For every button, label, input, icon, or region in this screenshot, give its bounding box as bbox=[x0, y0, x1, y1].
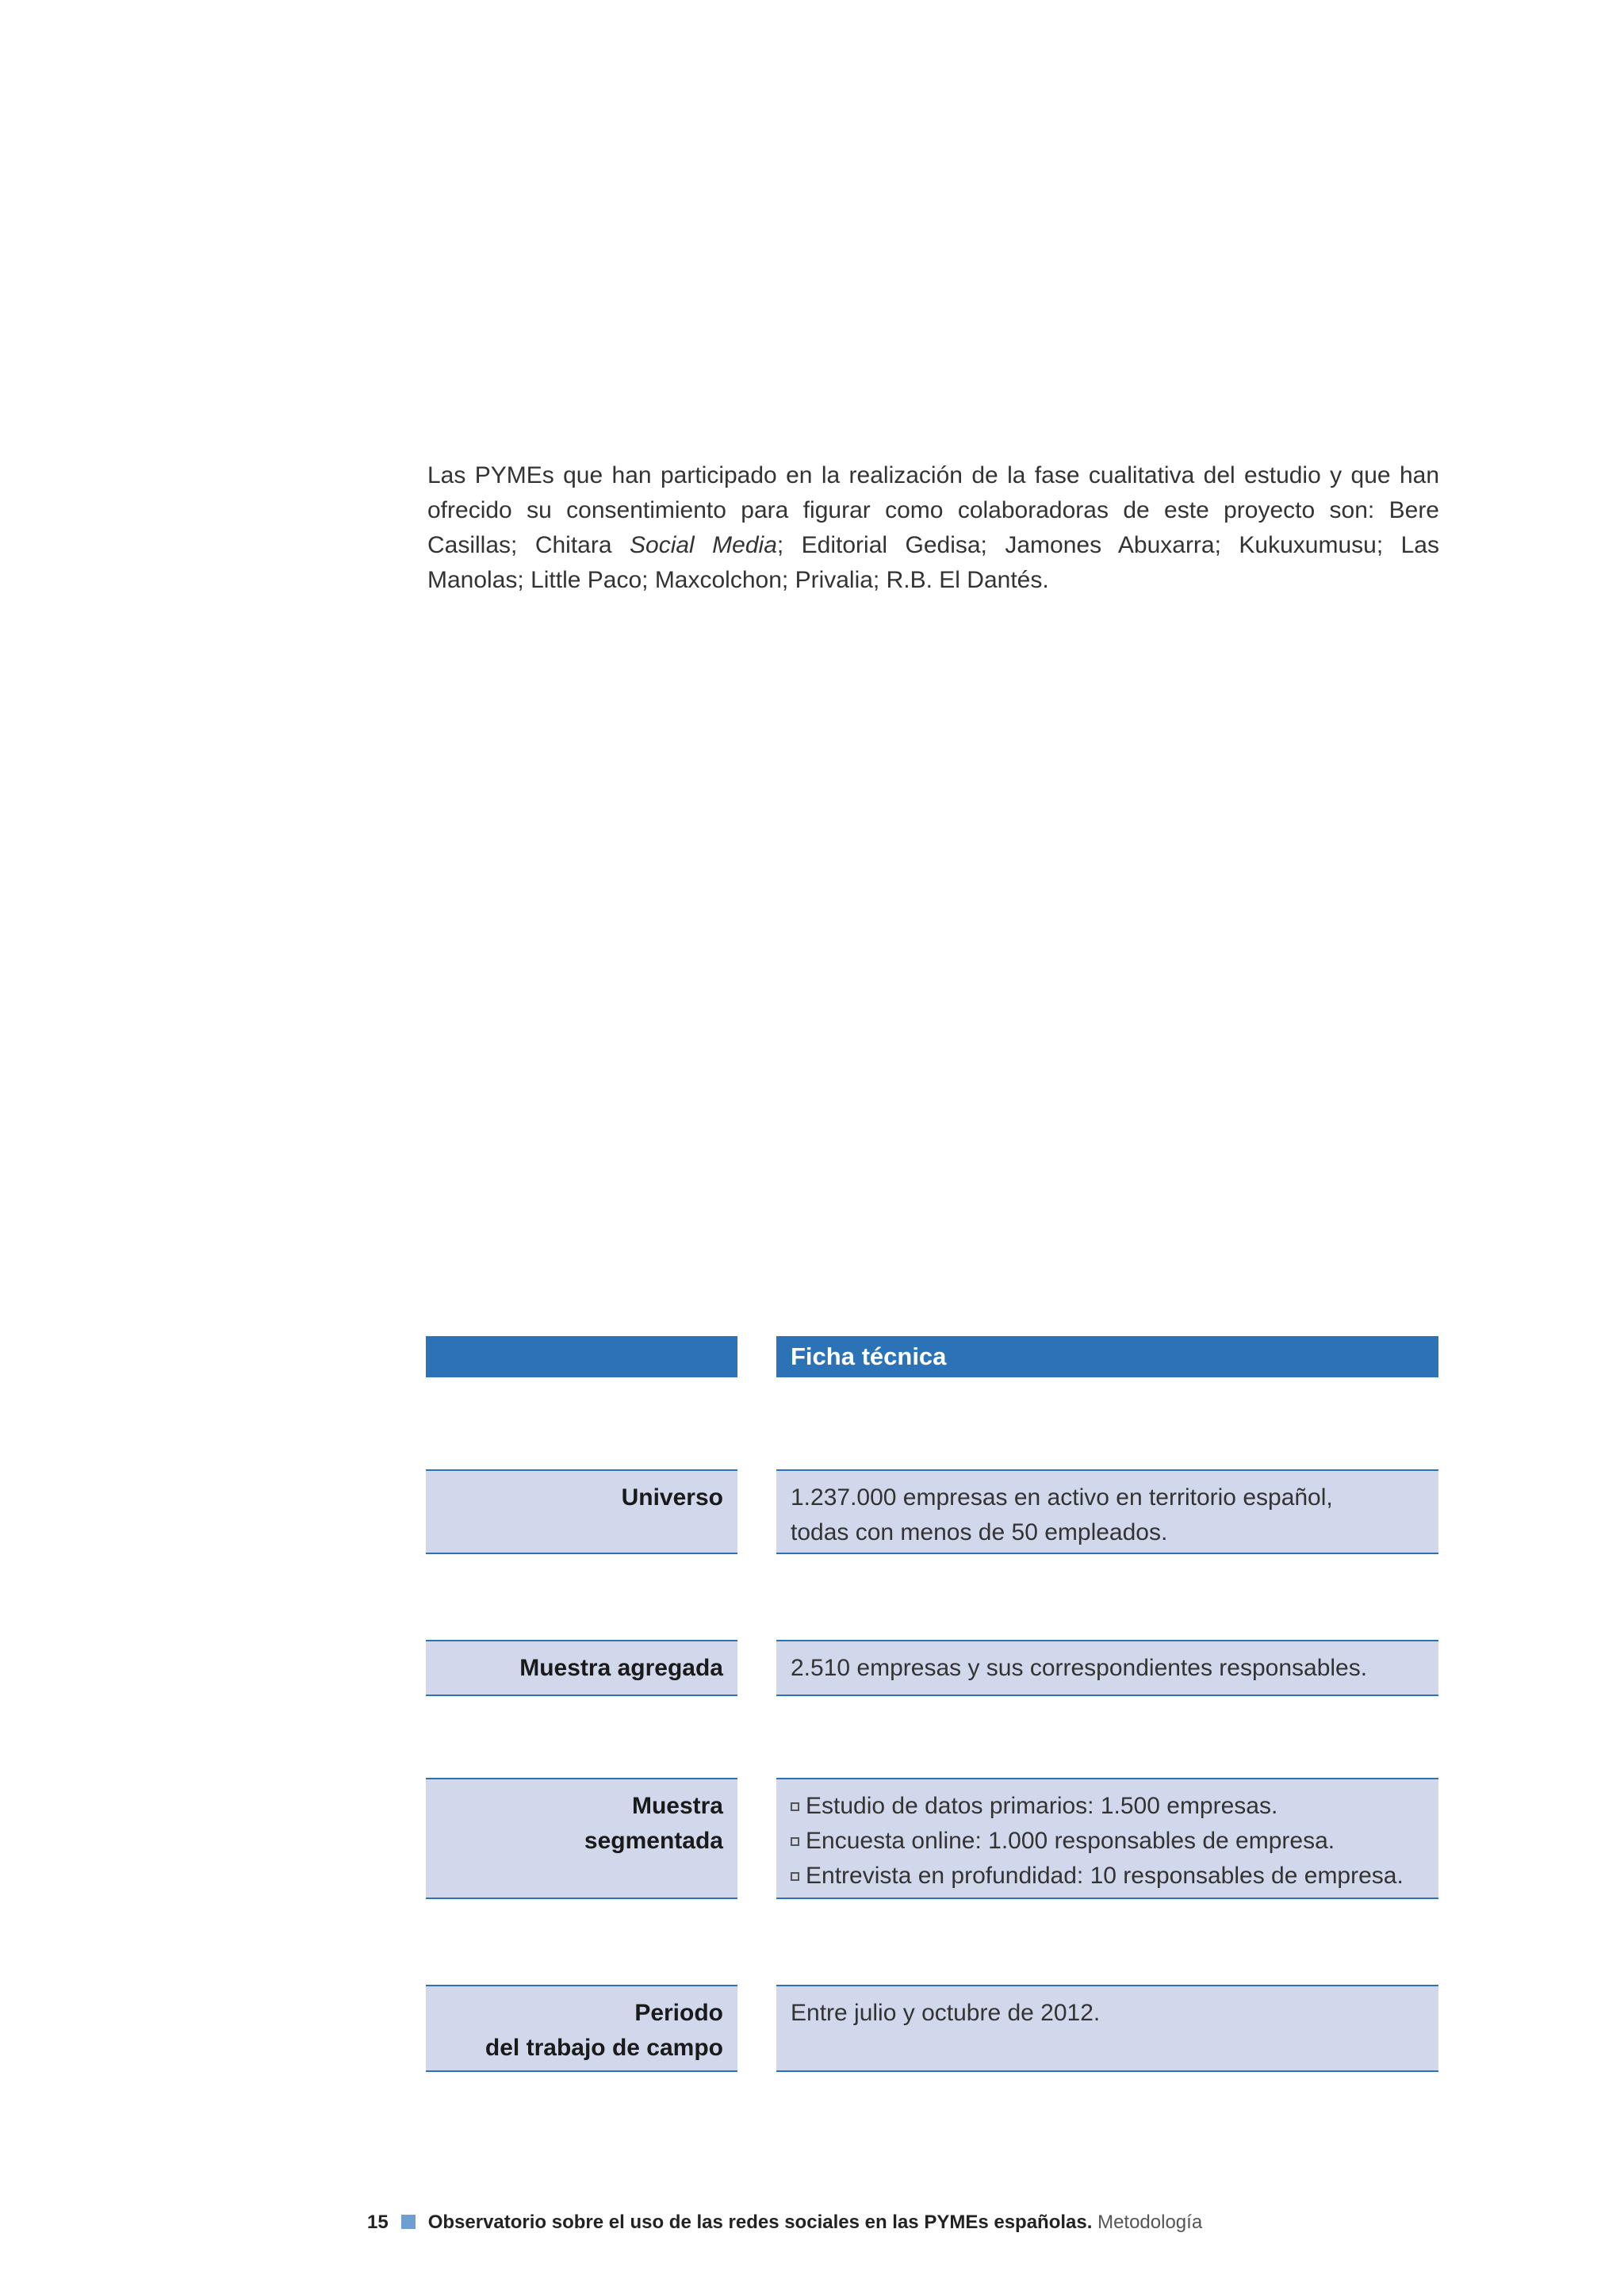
square-bullet-icon bbox=[791, 1837, 799, 1846]
row-value-periodo bbox=[776, 1985, 1438, 2072]
footer-square-icon bbox=[401, 2215, 416, 2229]
row-label-periodo bbox=[426, 1985, 737, 2072]
row-value-muestra-agregada bbox=[776, 1640, 1438, 1696]
row-value-line: 2.510 empresas y sus correspondientes responsables. bbox=[791, 1655, 1368, 1681]
bullet-item bbox=[791, 1859, 1424, 1894]
row-value-universo bbox=[776, 1469, 1438, 1554]
row-label-muestra-segmentada bbox=[426, 1778, 737, 1899]
table-header-title: Ficha técnica bbox=[776, 1336, 1438, 1377]
row-label-line: segmentada bbox=[584, 1828, 723, 1854]
row-value-line: 1.237.000 empresas en activo en territorio español, bbox=[791, 1484, 1333, 1511]
square-bullet-icon bbox=[791, 1802, 799, 1811]
bullet-text: Encuesta online: 1.000 responsables de empresa. bbox=[806, 1828, 1335, 1854]
square-bullet-icon bbox=[791, 1872, 799, 1881]
row-label-line: Periodo bbox=[634, 2000, 723, 2026]
intro-paragraph bbox=[427, 458, 1439, 598]
intro-text-1: Las PYMEs que han participado en la realización de la fase cualitativa del estudio y que han ofrecido su consentimiento para figurar como colaboradoras de este proyecto son: Bere Casillas; Chitara bbox=[427, 462, 1439, 558]
bullet-item bbox=[791, 1789, 1424, 1824]
footer-section: Metodología bbox=[1097, 2212, 1203, 2233]
row-label-line: Universo bbox=[621, 1484, 723, 1511]
row-value-line: todas con menos de 50 empleados. bbox=[791, 1519, 1168, 1545]
bullet-text: Estudio de datos primarios: 1.500 empresas. bbox=[806, 1793, 1278, 1819]
row-value-muestra-segmentada bbox=[776, 1778, 1438, 1899]
row-label-line: Muestra bbox=[631, 1793, 723, 1819]
row-label-line: Muestra agregada bbox=[519, 1655, 723, 1681]
table-header-left bbox=[426, 1336, 737, 1377]
footer-title: Observatorio sobre el uso de las redes sociales en las PYMEs españolas. bbox=[427, 2212, 1093, 2233]
page-footer bbox=[367, 2211, 1202, 2235]
row-label-line: del trabajo de campo bbox=[485, 2035, 723, 2061]
page-number: 15 bbox=[367, 2212, 389, 2233]
row-label-muestra-agregada bbox=[426, 1640, 737, 1696]
intro-text-italic: Social Media bbox=[630, 532, 777, 558]
row-value-line: Entre julio y octubre de 2012. bbox=[791, 2000, 1101, 2026]
bullet-text: Entrevista en profundidad: 10 responsables de empresa. bbox=[806, 1863, 1404, 1889]
bullet-item bbox=[791, 1824, 1424, 1859]
intro-text-2: ; Editorial Gedisa; Jamones Abuxarra; Kukuxumusu; Las Manolas; Little Paco; Maxcolchon; Privalia; R.B. El Dantés. bbox=[427, 532, 1439, 593]
row-label-universo bbox=[426, 1469, 737, 1554]
